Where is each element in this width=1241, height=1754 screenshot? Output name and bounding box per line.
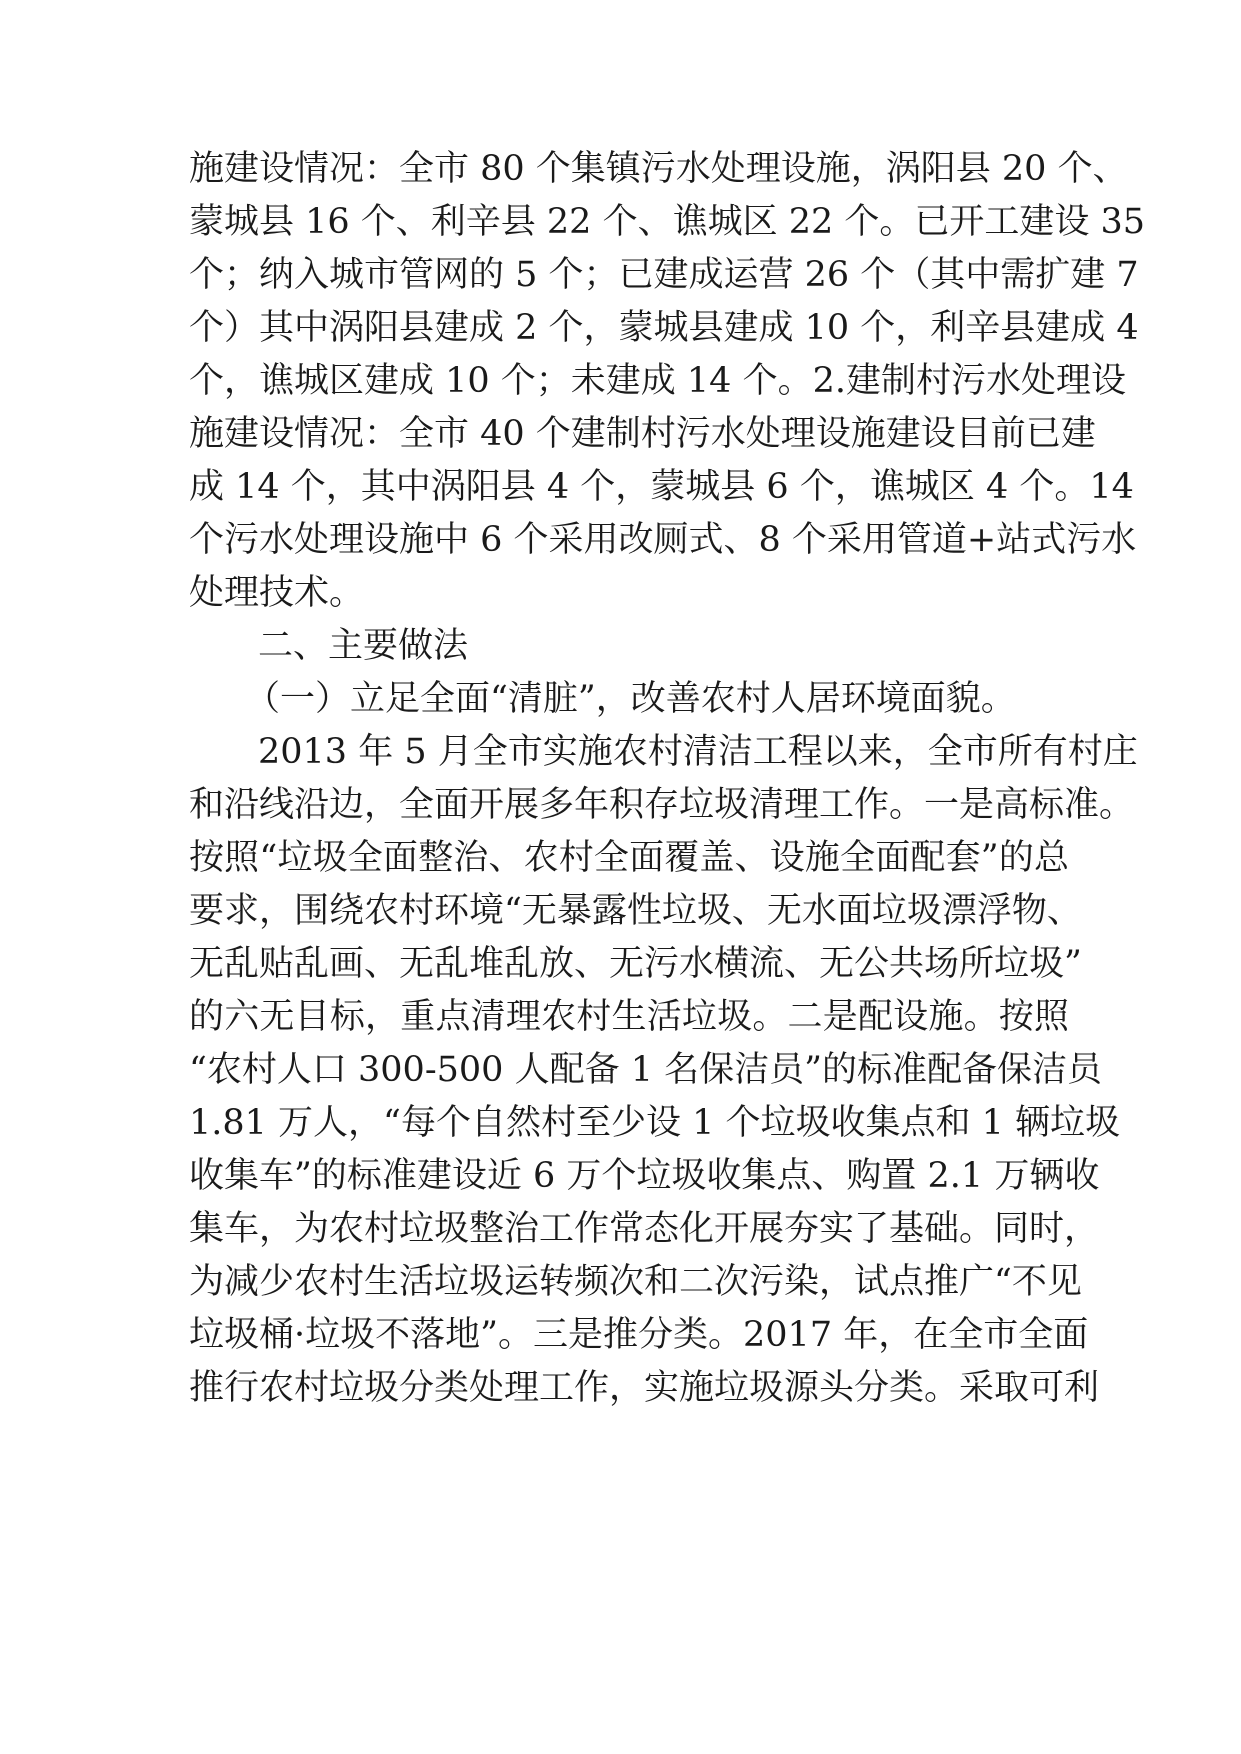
- body-text-line: 的六无目标，重点清理农村生活垃圾。二是配设施。按照: [189, 997, 1069, 1037]
- subsection-heading: （一）立足全面“清脏”，改善农村人居环境面貌。: [245, 679, 1016, 719]
- body-text-line: 推行农村垃圾分类处理工作，实施垃圾源头分类。采取可利: [189, 1368, 1100, 1408]
- body-text-line: 个，谯城区建成 10 个；未建成 14 个。2.建制村污水处理设: [189, 361, 1126, 401]
- body-text-line: 施建设情况：全市 80 个集镇污水处理设施，涡阳县 20 个、: [189, 149, 1128, 189]
- body-text-line: 施建设情况：全市 40 个建制村污水处理设施建设目前已建: [189, 414, 1096, 454]
- body-text-line: 无乱贴乱画、无乱堆乱放、无污水横流、无公共场所垃圾”: [189, 944, 1082, 984]
- body-text-line: 垃圾桶·垃圾不落地”。三是推分类。2017 年，在全市全面: [189, 1315, 1089, 1355]
- body-text-line: 1.81 万人，“每个自然村至少设 1 个垃圾收集点和 1 辆垃圾: [189, 1103, 1120, 1143]
- body-text-line: 成 14 个，其中涡阳县 4 个，蒙城县 6 个，谯城区 4 个。14: [189, 467, 1134, 507]
- body-text-line: 收集车”的标准建设近 6 万个垃圾收集点、购置 2.1 万辆收: [189, 1156, 1100, 1196]
- body-text-line: 和沿线沿边，全面开展多年积存垃圾清理工作。一是高标准。: [189, 785, 1135, 825]
- body-text-line: 个；纳入城市管网的 5 个；已建成运营 26 个（其中需扩建 7: [189, 255, 1139, 295]
- body-text-line: “农村人口 300-500 人配备 1 名保洁员”的标准配备保洁员: [189, 1050, 1102, 1090]
- paragraph-first-line: 2013 年 5 月全市实施农村清洁工程以来，全市所有村庄: [258, 732, 1138, 772]
- body-text-line: 要求，围绕农村环境“无暴露性垃圾、无水面垃圾漂浮物、: [189, 891, 1082, 931]
- body-text-line: 按照“垃圾全面整治、农村全面覆盖、设施全面配套”的总: [189, 838, 1069, 878]
- body-text-line: 集车，为农村垃圾整治工作常态化开展夯实了基础。同时，: [189, 1209, 1100, 1249]
- section-heading: 二、主要做法: [258, 626, 469, 666]
- body-text-line: 处理技术。: [189, 573, 365, 613]
- body-text-line: 个污水处理设施中 6 个采用改厕式、8 个采用管道+站式污水: [189, 520, 1137, 560]
- body-text-line: 为减少农村生活垃圾运转频次和二次污染，试点推广“不见: [189, 1262, 1082, 1302]
- body-text-line: 个）其中涡阳县建成 2 个，蒙城县建成 10 个，利辛县建成 4: [189, 308, 1139, 348]
- body-text-line: 蒙城县 16 个、利辛县 22 个、谯城区 22 个。已开工建设 35: [189, 202, 1146, 242]
